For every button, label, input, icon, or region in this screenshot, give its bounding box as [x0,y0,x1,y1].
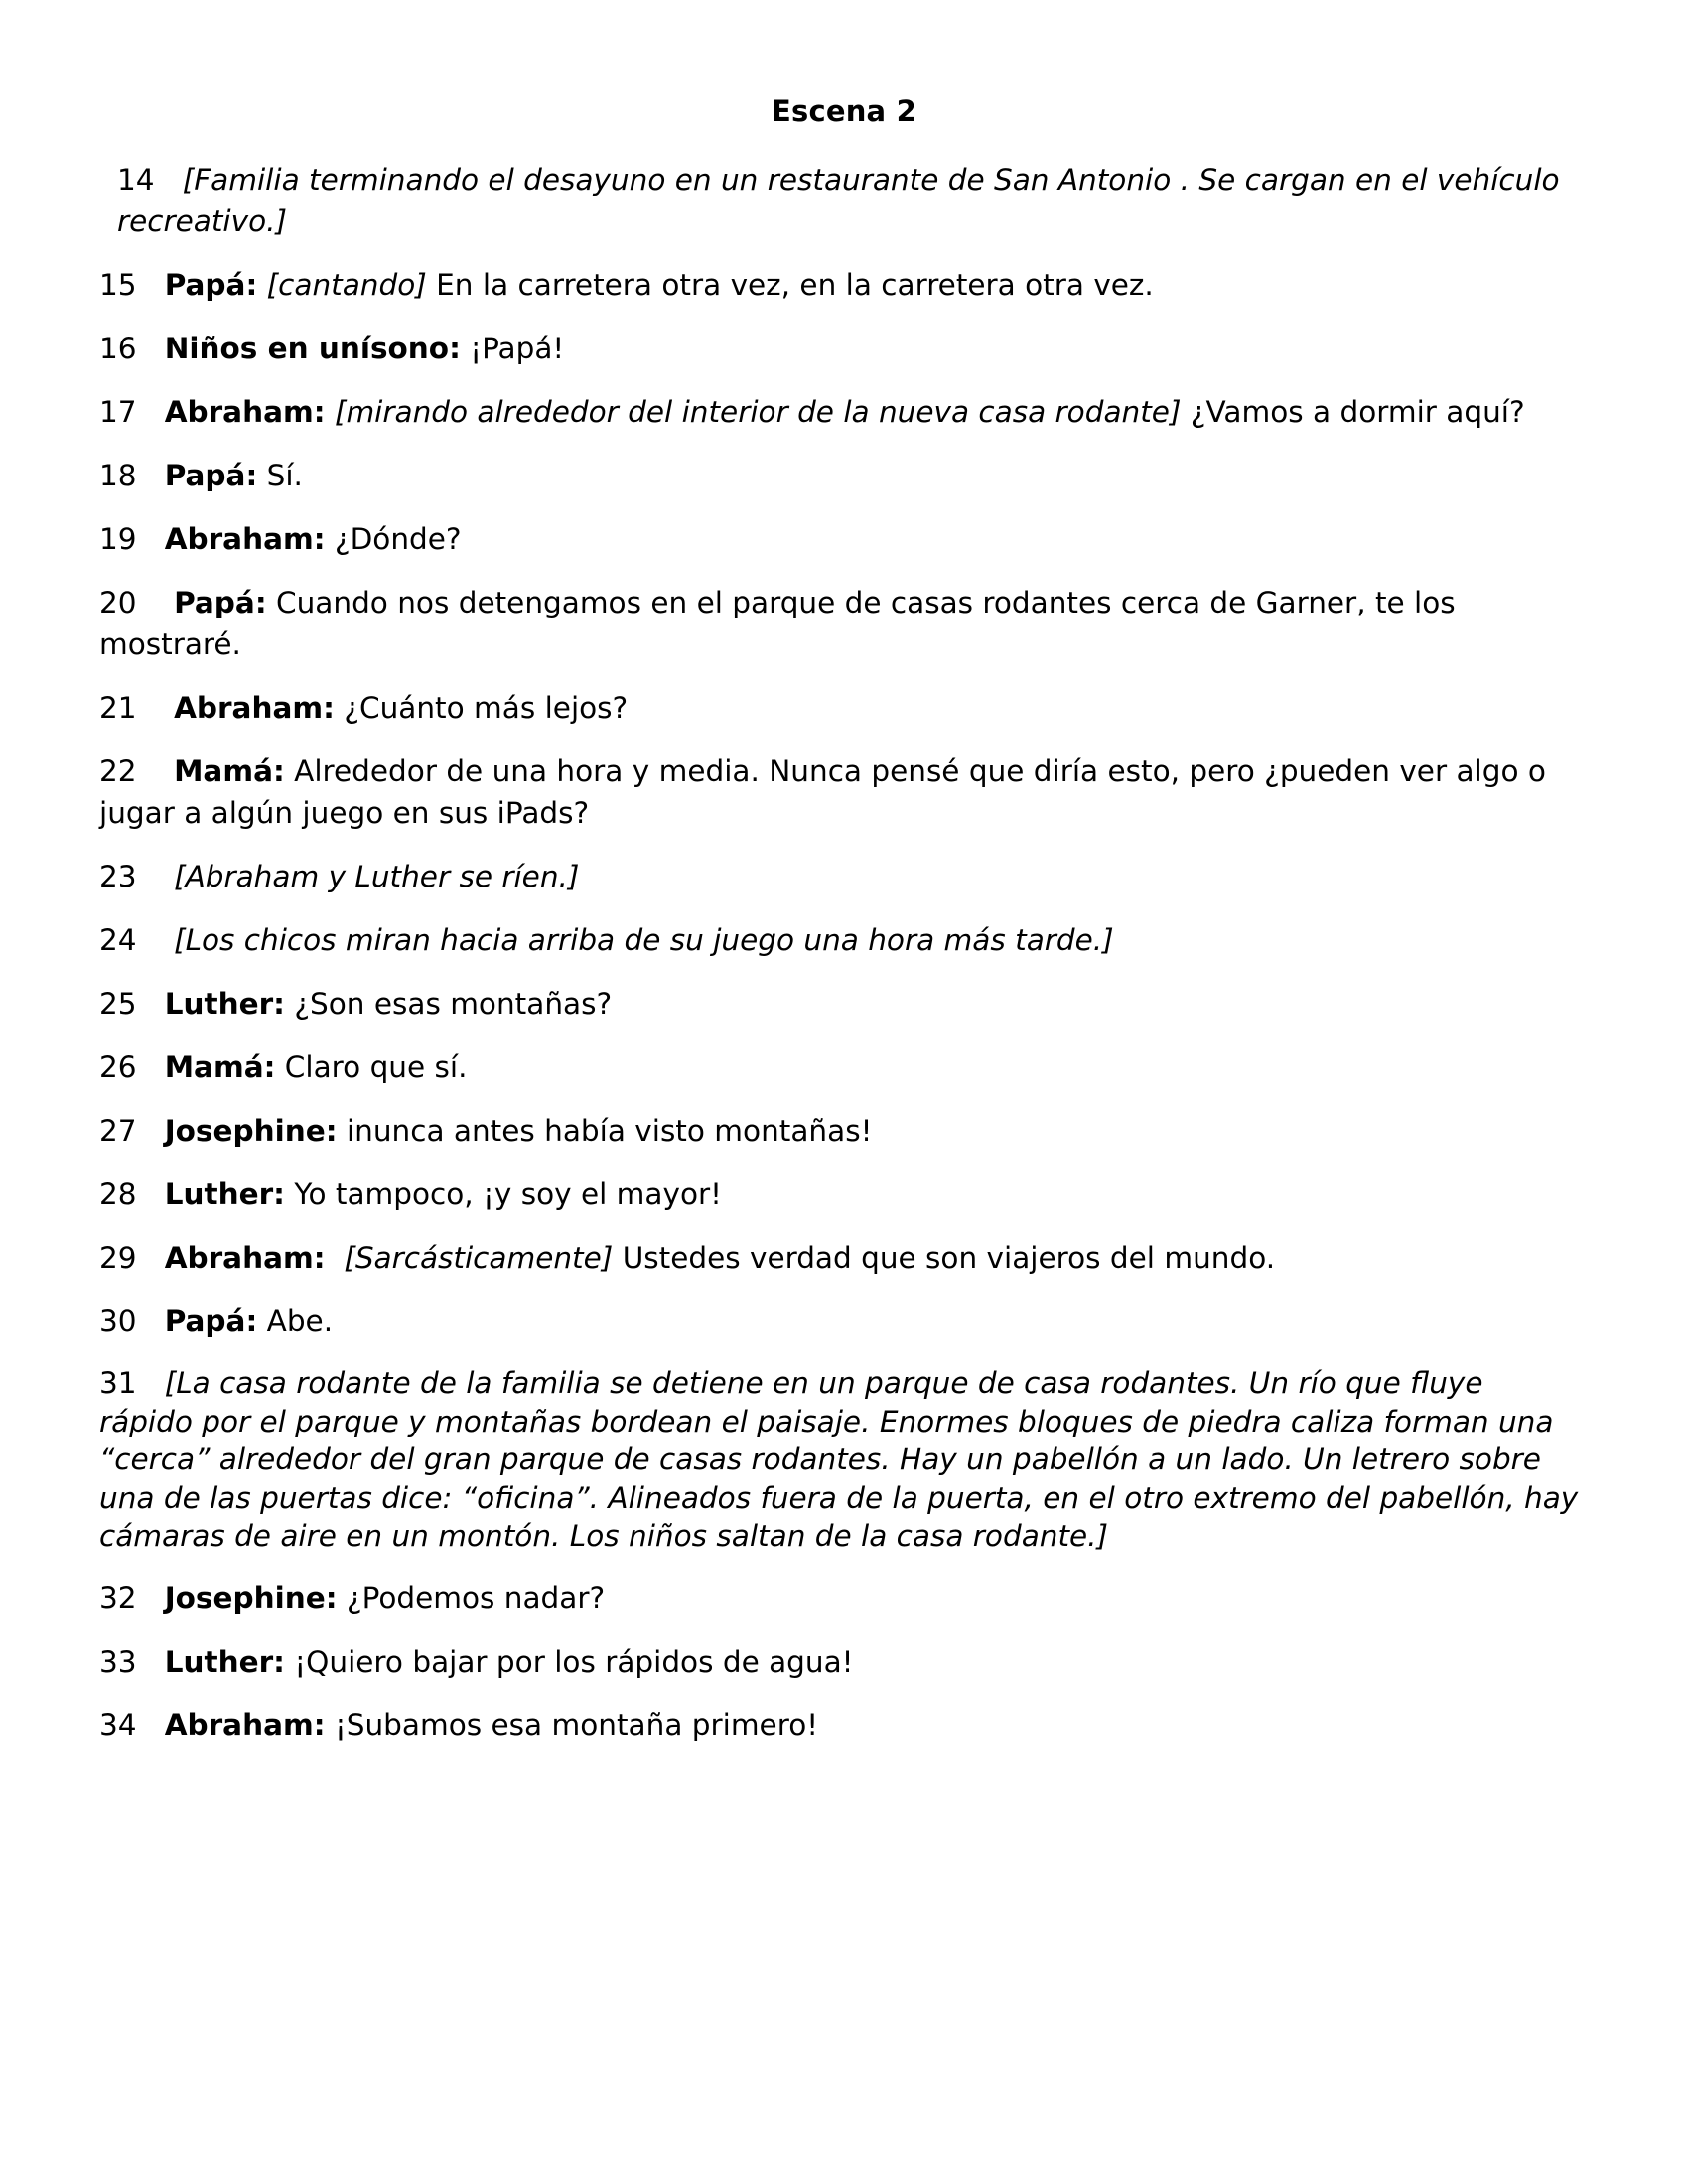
line-number: 21 [99,691,137,725]
script-dialogue-line [99,1173,1579,1215]
line-number: 34 [99,1707,137,1742]
dialogue-text: En la carretera otra vez, en la carretera otra vez. [436,268,1154,302]
speaker-name: Abraham: [174,691,335,725]
script-dialogue-line [99,1577,1579,1619]
line-number: 28 [99,1177,137,1211]
script-dialogue-line [99,1300,1579,1342]
dialogue-text: ¡Quiero bajar por los rápidos de agua! [294,1644,854,1679]
dialogue-text: Claro que sí. [284,1050,468,1084]
stage-direction-text: [cantando] [266,268,427,302]
script-stage-line [99,919,1579,961]
line-number: 31 [99,1366,137,1400]
speaker-name: Josephine: [164,1580,338,1615]
dialogue-text: Cuando nos detengamos en el parque de casas rodantes cerca de Garner, te los mostraré. [99,586,1456,661]
script-dialogue-line [99,1705,1579,1746]
script-dialogue-line [99,1110,1579,1152]
line-number: 29 [99,1241,137,1275]
script-dialogue-line [99,983,1579,1024]
speaker-name: Luther: [164,1177,285,1211]
script-dialogue-line [99,455,1579,496]
page-title: Escena 2 [771,94,917,128]
line-number: 25 [99,987,137,1021]
line-number: 20 [99,586,137,619]
line-number: 14 [117,163,155,197]
stage-direction-text: [Sarcásticamente] [344,1241,614,1275]
stage-direction-text: [Abraham y Luther se ríen.] [174,860,580,893]
dialogue-text: ¿Podemos nadar? [346,1580,606,1615]
line-number: 32 [99,1580,137,1615]
speaker-name: Mamá: [164,1050,276,1084]
speaker-name: Papá: [164,1304,258,1338]
line-number: 24 [99,923,137,957]
script-dialogue-line [99,328,1579,369]
script-stage-paragraph [99,1364,1579,1556]
dialogue-text: Yo tampoco, ¡y soy el mayor! [294,1177,722,1211]
script-stage-line [99,159,1579,242]
script-dialogue-line [99,687,1579,729]
line-number: 15 [99,268,137,302]
line-number: 27 [99,1114,137,1148]
speaker-name: Abraham: [164,1707,326,1742]
stage-direction-text: [mirando alrededor del interior de la nueva casa rodante] [334,395,1182,429]
dialogue-text: Sí. [266,459,303,492]
speaker-name: Luther: [164,987,285,1021]
stage-direction-text: [Familia terminando el desayuno en un restaurante de San Antonio . Se cargan en el vehículo recreativo.] [117,163,1560,238]
script-dialogue-line [99,1046,1579,1088]
dialogue-text: inunca antes había visto montañas! [346,1114,873,1148]
dialogue-text: ¡Papá! [470,332,565,365]
speaker-name: Abraham: [164,522,326,556]
line-number: 26 [99,1050,137,1084]
line-number: 16 [99,332,137,365]
speaker-name: Papá: [174,586,267,619]
script-dialogue-line [99,518,1579,560]
dialogue-text: ¿Son esas montañas? [294,987,613,1021]
script-dialogue-line [99,1237,1579,1279]
speaker-name: Abraham: [164,395,326,429]
script-dialogue-line [99,1641,1579,1683]
line-number: 17 [99,395,137,429]
stage-direction-text: [La casa rodante de la familia se detiene en un parque de casa rodantes. Un río que fluye rápido por el parque y montañas bordean el paisaje. Enormes bloques de piedra caliza forman una “cerca” alrededor del gran parque de casas rodantes. Hay un pabellón a un lado. Un letrero sobre una de las puertas dice: “oficina”. Alineados fuera de la puerta, en el otro extremo del pabellón, hay cámaras de aire en un montón. Los niños saltan de la casa rodante.] [99,1366,1579,1553]
dialogue-text: ¿Vamos a dormir aquí? [1190,395,1525,429]
line-number: 22 [99,754,137,788]
line-number: 30 [99,1304,137,1338]
line-number: 19 [99,522,137,556]
speaker-name: Mamá: [174,754,285,788]
dialogue-text: ¡Subamos esa montaña primero! [334,1707,819,1742]
dialogue-text: Alrededor de una hora y media. Nunca pensé que diría esto, pero ¿pueden ver algo o jugar a algún juego en sus iPads? [99,754,1546,830]
dialogue-text: Abe. [266,1304,334,1338]
script-lines-container [99,159,1579,1768]
script-dialogue-line [99,582,1579,665]
dialogue-text: Ustedes verdad que son viajeros del mundo. [622,1241,1276,1275]
script-dialogue-line [99,391,1579,433]
speaker-name: Papá: [164,459,258,492]
script-dialogue-line [99,751,1579,834]
script-stage-line [99,856,1579,897]
dialogue-text: ¿Cuánto más lejos? [344,691,629,725]
speaker-name: Niños en unísono: [164,332,461,365]
speaker-name: Abraham: [164,1241,326,1275]
line-number: 18 [99,459,137,492]
speaker-name: Papá: [164,268,258,302]
speaker-name: Josephine: [164,1114,338,1148]
line-number: 23 [99,860,137,893]
stage-direction-text: [Los chicos miran hacia arriba de su juego una hora más tarde.] [174,923,1114,957]
line-number: 33 [99,1644,137,1679]
script-dialogue-line [99,264,1579,306]
dialogue-text: ¿Dónde? [334,522,462,556]
speaker-name: Luther: [164,1644,285,1679]
